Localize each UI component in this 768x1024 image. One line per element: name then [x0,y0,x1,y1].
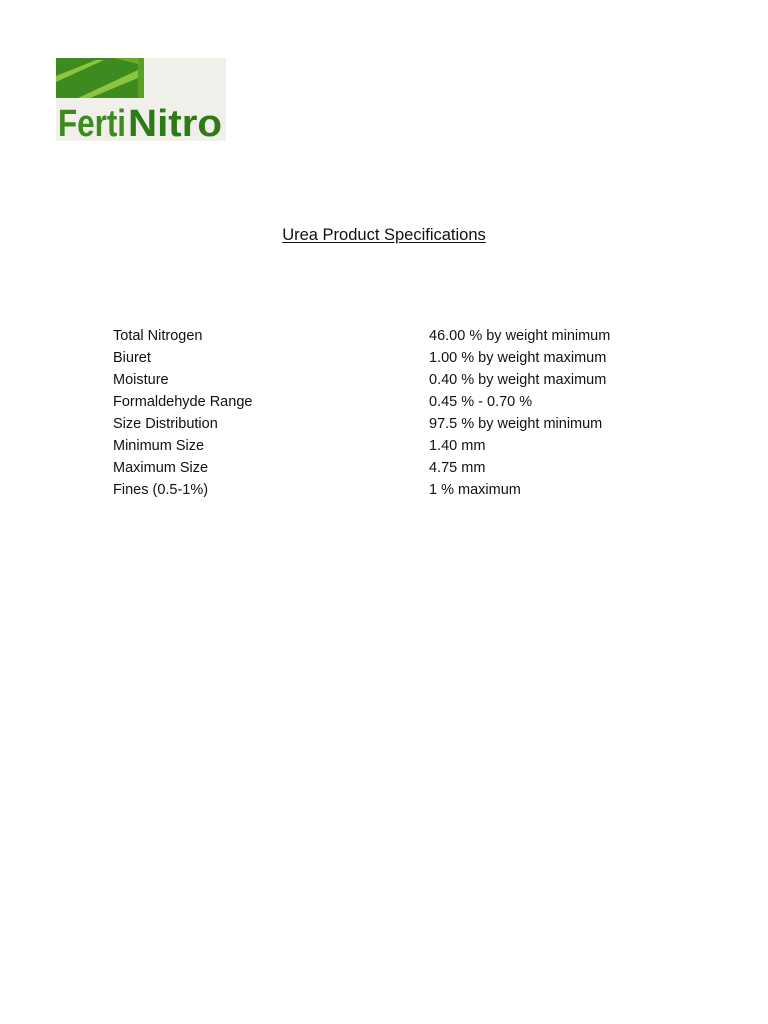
spec-name: Moisture [113,372,169,388]
spec-name: Size Distribution [113,416,218,432]
spec-name: Maximum Size [113,460,209,476]
spec-row [113,479,673,501]
spec-value: 1.40 mm [429,438,486,454]
logo-text-nitro: Nitro [128,103,222,141]
spec-name: Formaldehyde Range [113,394,253,410]
spec-name: Total Nitrogen [113,328,203,344]
document-title: Urea Product Specifications [282,226,486,244]
fertinitro-logo [56,58,226,141]
specification-table [113,325,673,501]
spec-value: 1 % maximum [429,482,521,498]
spec-name: Fines (0.5-1%) [113,482,209,498]
spec-value: 1.00 % by weight maximum [429,350,607,366]
spec-value: 0.40 % by weight maximum [429,372,607,388]
spec-row [113,391,673,413]
spec-row [113,413,673,435]
spec-name: Minimum Size [113,438,205,454]
spec-value: 0.45 % - 0.70 % [429,394,533,410]
spec-row [113,347,673,369]
fertinitro-logo-graphic [56,58,226,141]
spec-row [113,457,673,479]
spec-value: 46.00 % by weight minimum [429,328,611,344]
spec-value: 4.75 mm [429,460,486,476]
logo-text-ferti: Ferti [58,103,126,141]
spec-row [113,369,673,391]
spec-name: Biuret [113,350,151,366]
spec-row [113,435,673,457]
spec-row [113,325,673,347]
spec-value: 97.5 % by weight minimum [429,416,603,432]
